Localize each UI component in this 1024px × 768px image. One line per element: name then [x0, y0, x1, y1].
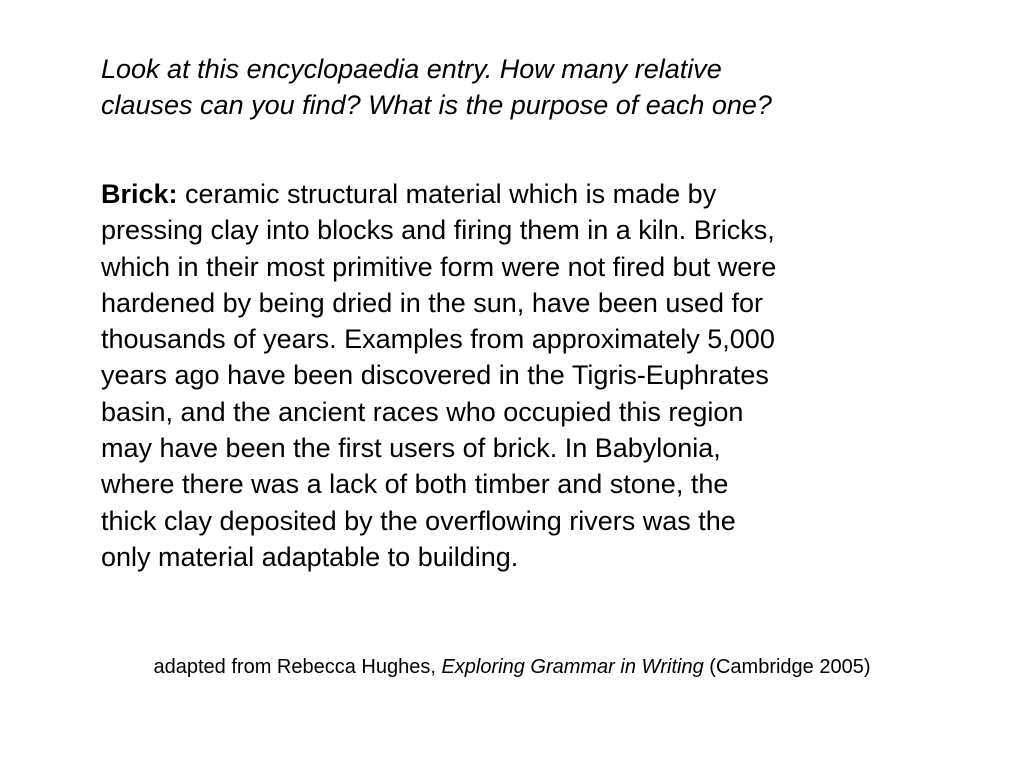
prompt-line-2: clauses can you find? What is the purpose of each one?	[101, 90, 772, 120]
entry-line: hardened by being dried in the sun, have been used for	[101, 287, 763, 318]
entry-line: years ago have been discovered in the Tigris-Euphrates	[101, 360, 769, 391]
prompt-line-1: Look at this encyclopaedia entry. How many relative	[101, 54, 722, 84]
citation-suffix: (Cambridge 2005)	[703, 656, 871, 678]
entry-line: pressing clay into blocks and firing them in a kiln. Bricks,	[101, 215, 775, 246]
entry-line: thick clay deposited by the overflowing rivers was the	[101, 505, 736, 536]
exercise-prompt	[101, 51, 981, 123]
entry-line-1	[101, 176, 981, 212]
citation-prefix: adapted from Rebecca Hughes,	[153, 656, 442, 678]
entry-line: basin, and the ancient races who occupied this region	[101, 396, 744, 427]
entry-term: Brick:	[101, 179, 178, 209]
entry-line: which in their most primitive form were not fired but were	[101, 251, 777, 282]
citation-book-title: Exploring Grammar in Writing	[441, 656, 704, 678]
entry-line: thousands of years. Examples from approximately 5,000	[101, 324, 775, 355]
entry-line: only material adaptable to building.	[101, 541, 519, 572]
entry-definition-start: ceramic structural material which is made by	[177, 179, 717, 209]
encyclopaedia-entry	[101, 176, 981, 575]
entry-line: may have been the first users of brick. In Babylonia,	[101, 433, 721, 464]
source-citation	[0, 653, 1024, 681]
entry-line: where there was a lack of both timber and stone, the	[101, 469, 729, 500]
